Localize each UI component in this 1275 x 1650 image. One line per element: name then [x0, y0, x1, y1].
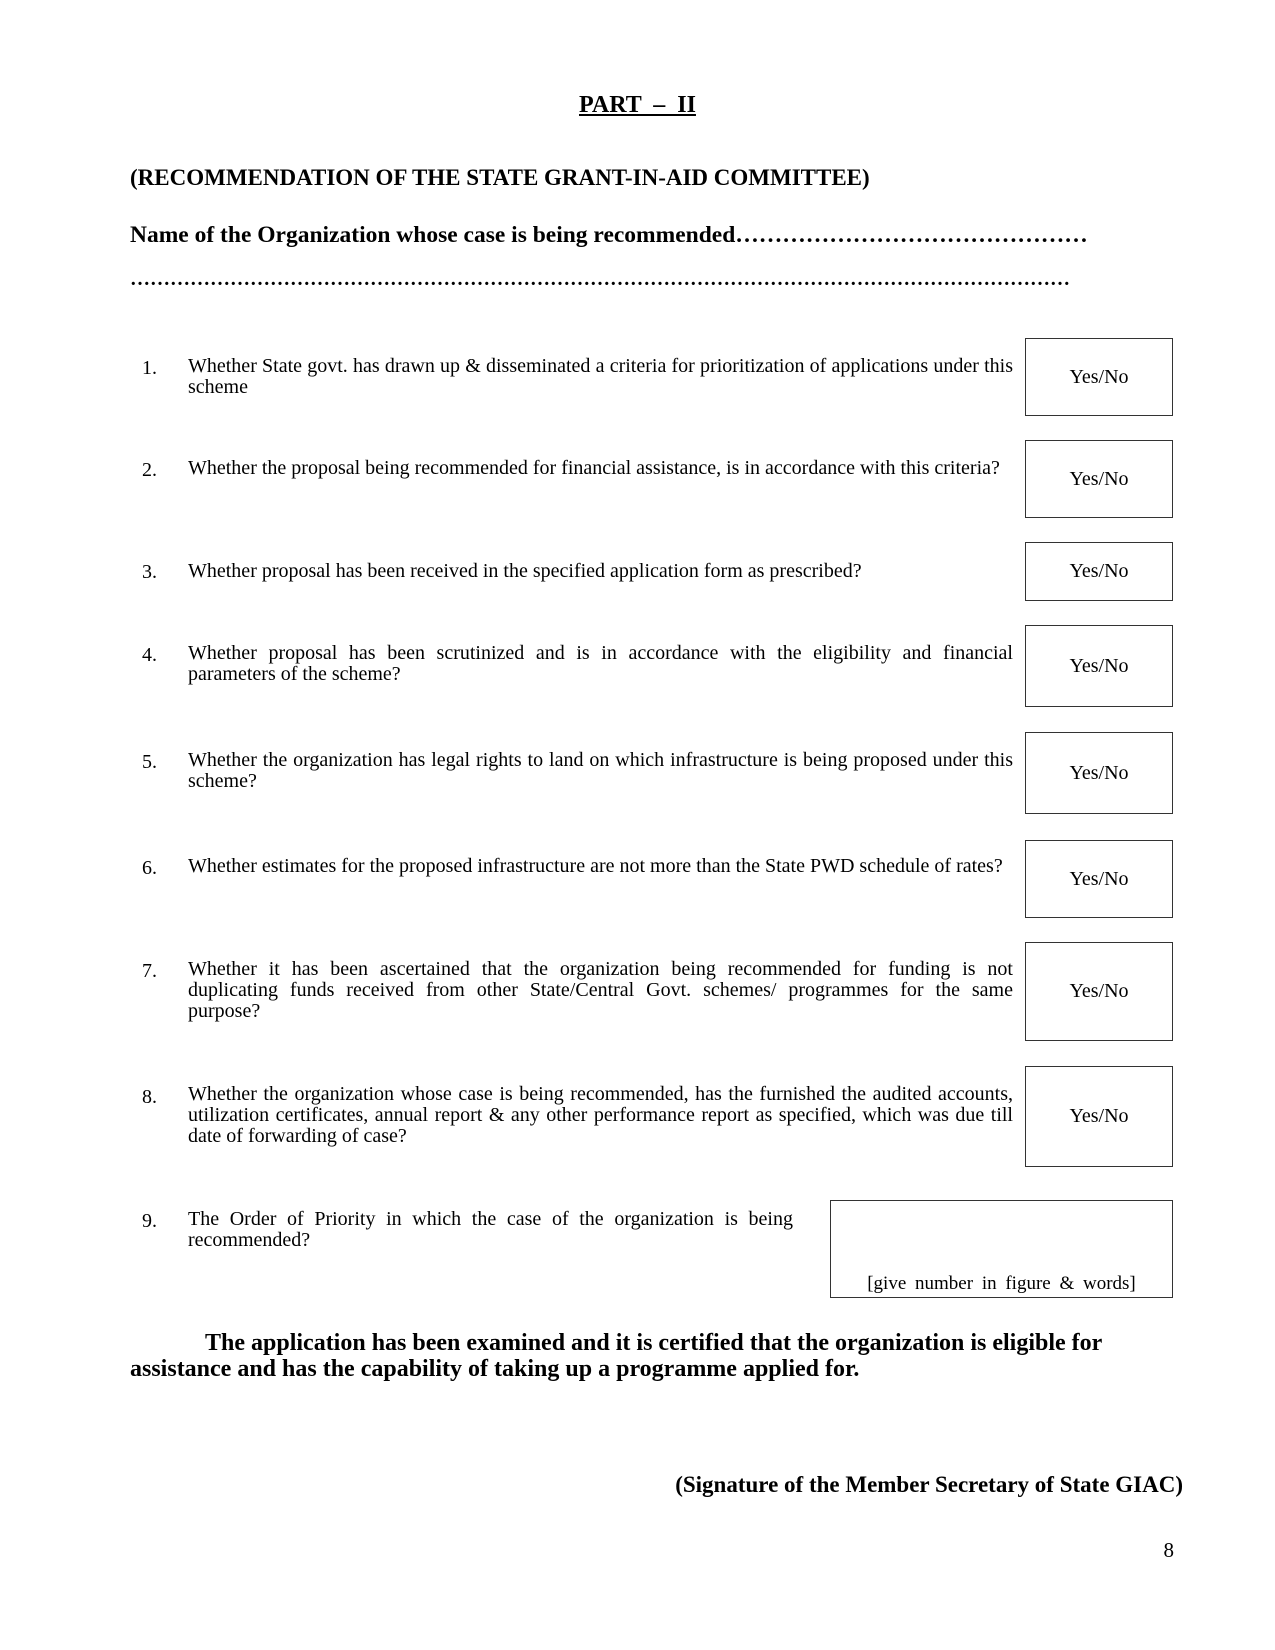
question-text: Whether the organization whose case is being recommended, has the furnished the audited accounts, utilization certificates, annual report & any other performance report as specified, which was due till date of forwarding of case?: [188, 1083, 1013, 1147]
question-number: 1.: [142, 357, 157, 379]
question-number: 2.: [142, 459, 157, 481]
answer-box: [1025, 625, 1173, 707]
answer-label: Yes/No: [1069, 867, 1129, 890]
answer-box: [1025, 942, 1173, 1041]
organization-name-field: Name of the Organization whose case is being recommended………………………………………: [130, 222, 1088, 248]
answer-label: Yes/No: [1069, 761, 1129, 784]
answer-box: [1025, 732, 1173, 814]
question-number: 6.: [142, 857, 157, 879]
question-text: Whether proposal has been scrutinized and is in accordance with the eligibility and financial parameters of the scheme?: [188, 642, 1013, 685]
question-text: Whether the proposal being recommended for financial assistance, is in accordance with this criteria?: [188, 457, 1000, 479]
question-text: Whether it has been ascertained that the organization being recommended for funding is not duplicating funds received from other State/Central Govt. schemes/ programmes for the same purpose?: [188, 958, 1013, 1022]
answer-box: [1025, 840, 1173, 918]
answer-label: Yes/No: [1069, 1105, 1129, 1127]
question-number: 8.: [142, 1086, 157, 1108]
question-number: 4.: [142, 644, 157, 666]
organization-name-dotted-line: ……………………………………………………………………………………………………………………………: [130, 268, 1070, 290]
certification-statement: The application has been examined and it is certified that the organization is eligible for assistance and has the capability of taking up a programme applied for.: [130, 1330, 1102, 1382]
answer-box: [1025, 542, 1173, 601]
question-text: Whether the organization has legal rights to land on which infrastructure is being proposed under this scheme?: [188, 749, 1013, 792]
signature-line: (Signature of the Member Secretary of State GIAC): [675, 1472, 1183, 1497]
part-title: PART – II: [579, 92, 696, 118]
question-text: The Order of Priority in which the case of the organization is being recommended?: [188, 1208, 793, 1251]
answer-label: Yes/No: [1069, 365, 1129, 388]
question-number: 9.: [142, 1210, 157, 1232]
form-subtitle: (RECOMMENDATION OF THE STATE GRANT-IN-AID COMMITTEE): [130, 165, 870, 190]
answer-box: [1025, 338, 1173, 416]
answer-box: [1025, 440, 1173, 518]
answer-label: Yes/No: [1069, 560, 1129, 582]
question-text: Whether proposal has been received in the specified application form as prescribed?: [188, 560, 862, 582]
answer-label: Yes/No: [1069, 654, 1129, 677]
page-number: 8: [1163, 1538, 1174, 1562]
question-number: 3.: [142, 561, 157, 583]
priority-hint: [give number in figure & words]: [867, 1273, 1136, 1294]
answer-label: Yes/No: [1069, 467, 1129, 490]
question-text: Whether State govt. has drawn up & disseminated a criteria for prioritization of applications under this scheme: [188, 355, 1013, 398]
answer-label: Yes/No: [1069, 980, 1129, 1002]
question-number: 7.: [142, 960, 157, 982]
priority-order-box: [830, 1200, 1173, 1298]
answer-box: [1025, 1066, 1173, 1167]
question-number: 5.: [142, 751, 157, 773]
question-text: Whether estimates for the proposed infrastructure are not more than the State PWD schedule of rates?: [188, 855, 1003, 877]
